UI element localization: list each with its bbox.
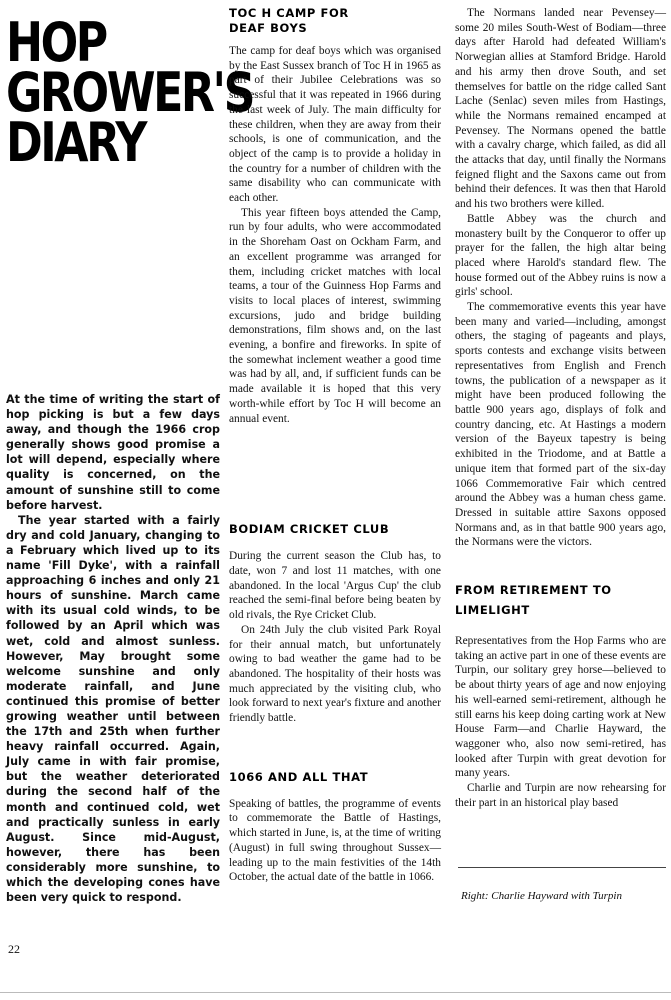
retirement-paragraph-2: Charlie and Turpin are now rehearsing for their part in an historical play based xyxy=(455,782,666,809)
retirement-heading xyxy=(455,580,666,620)
toc-h-paragraph-1: The camp for deaf boys which was organised by the East Sussex branch of Toc H in 1965 as part of their Jubilee Celebrations was so successful that it was repeated in 1966 during the last week of July. The main difficulty for these children, when they are away from their schools, is one of communication, and the object of the camp is to provide a holiday in the country for a number of children with the same disability who can communicate with each other. xyxy=(229,45,441,205)
page-number: 22 xyxy=(8,942,20,956)
cricket-heading: BODIAM CRICKET CLUB xyxy=(229,522,390,537)
masthead-title xyxy=(6,11,254,174)
toc-h-section xyxy=(229,6,441,426)
battle-heading: 1066 AND ALL THAT xyxy=(229,769,369,784)
battle-paragraph-1: Speaking of battles, the programme of events to commemorate the Battle of Hastings, which started in June, is, at the time of writing (August) in full swing throughout Sussex—leading up to the main festivities of the 14th October, the actual date of the battle in 1066. xyxy=(229,797,441,884)
caption-divider xyxy=(458,867,666,868)
intro-column xyxy=(6,392,220,905)
intro-paragraph-2: The year started with a fairly dry and cold January, changing to a February which lived up to its name 'Fill Dyke', with a rainfall approaching 6 inches and only 21 hours of sunshine. March came with its usual cold winds, to be followed by an April which was wet, cold and almost sunless. However, May brought some welcome sunshine and only moderate rainfall, and June continued this promise of better growing weather until between the 17th and 25th when further heavy rainfall occurred. Again, July came in with fair promise, but the weather deteriorated during the second half of the month and continued cold, wet and practically sunless in early August. Since mid-August, however, there has been considerably more sunshine, to which the developing cones have been very quick to respond. xyxy=(6,513,220,905)
retirement-paragraph-1: Representatives from the Hop Farms who are taking an active part in one of these events are Turpin, our solitary grey horse—believed to be about thirty years of age and now enjoying his well-earned semi-retirement, although he still earns his keep doing carting work at New House Farm—and Charlie Hayward, the waggoner who, also now semi-retired, has looked after Turpin with great devotion for many years. xyxy=(455,635,666,780)
toc-h-heading xyxy=(229,6,441,36)
cricket-paragraph-1: During the current season the Club has, to date, won 7 and lost 11 matches, with one abandoned. In the local 'Argus Cup' the club reached the semi-final before being beaten by old rivals, the Rye Cricket Club. xyxy=(229,550,441,622)
middle-column xyxy=(229,6,441,885)
battle-paragraph-3: Battle Abbey was the church and monastery built by the Conqueror to offer up prayer for the fallen, the high altar being placed where Harold's standard flew. The house formed out of the Abbey ruins is now a girls' school. xyxy=(455,212,666,299)
battle-paragraph-2: The Normans landed near Pevensey—some 20 miles South-West of Bodiam—three days after Harold had defeated William's Norwegian allies at Stamford Bridge. Harold and his army then drove South, and set themselves for battle on the ridge called Sant Lache (Senlac) seven miles from Hastings, while the Normans remained encamped at Pevensey. The Normans opened the battle with a cavalry charge, which failed, as did all the attacks that day, until finally the Normans feigned flight and the Saxons came out from behind their defences. It was then that Harold and his two brothers were killed. xyxy=(455,7,666,211)
masthead-line-3: DIARY xyxy=(6,111,145,174)
battle-section xyxy=(229,770,441,885)
retirement-heading-line-2: LIMELIGHT xyxy=(455,603,530,618)
intro-paragraph-1: At the time of writing the start of hop picking is but a few days away, and though the 1966 crop generally shows good promise a lot will depend, especially where quality is concerned, on the amount of sunshine still to come before harvest. xyxy=(6,393,220,512)
retirement-section xyxy=(455,580,666,810)
photo-caption: Right: Charlie Hayward with Turpin xyxy=(461,890,622,902)
masthead-line-1: HOP xyxy=(6,11,106,74)
page-bottom-rule xyxy=(0,992,671,993)
cricket-paragraph-2: On 24th July the club visited Park Royal for their annual match, but unfortunately owing to bad weather the game had to be abandoned. The hospitality of their hosts was much appreciated by the visiting club, who look forward to next year's fixture and another friendly battle. xyxy=(229,623,441,725)
toc-h-heading-line-2: DEAF BOYS xyxy=(229,21,308,35)
intro-text xyxy=(6,392,220,905)
right-column xyxy=(455,6,666,810)
retirement-heading-line-1: FROM RETIREMENT TO xyxy=(455,583,612,598)
toc-h-paragraph-2: This year fifteen boys attended the Camp, run by four adults, who were accommodated in the Shoreham Oast on Ockham Farm, and an excellent programme was arranged for them, including cricket matches with local teams, a tour of the Guinness Hop Farms and visits to local places of interest, swimming excursions, judo and bridge building demonstrations, film shows and, on the last evening, a bonfire and fireworks. In spite of the somewhat inclement weather a good time was had by all, and, if sufficient funds can be made available it is hoped that this very worth-while effort by Toc H will become an annual event. xyxy=(229,206,441,425)
masthead-line-2: GROWER'S xyxy=(6,61,254,124)
battle-paragraph-4: The commemorative events this year have been many and varied—including, amongst others, the staging of pageants and plays, sports contests and exchange visits between representatives from English and French towns, the publication of a newspaper as it might have been produced following the battle 900 years ago, displays of folk and country dancing, etc. At Hastings a modern version of the Bayeux tapestry is being exhibited in the Triodome, and at Battle a unique item that formed part of the six-day 1066 Commemorative Fair which centred around the Abbey was a human chess game. Dressed in suitable attire Saxons opposed Normans and, as in that battle 900 years ago, the Normans were the victors. xyxy=(455,301,666,549)
toc-h-heading-line-1: TOC H CAMP FOR xyxy=(229,6,349,20)
cricket-section xyxy=(229,522,441,725)
